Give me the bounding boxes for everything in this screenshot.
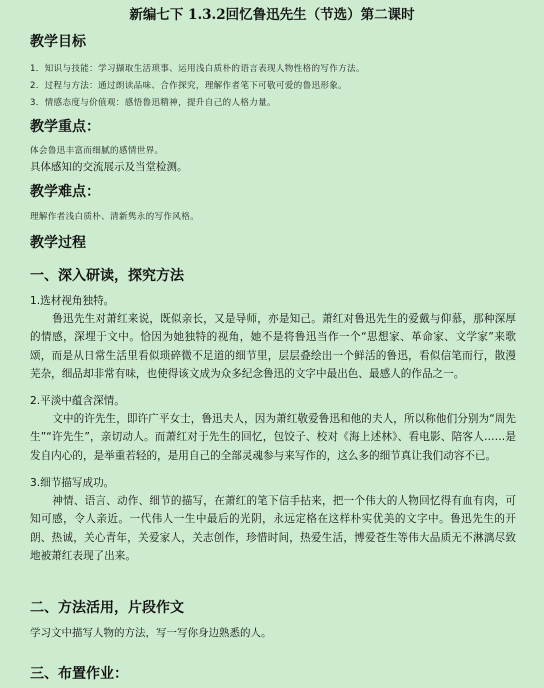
goals-heading: 教学目标 bbox=[30, 34, 86, 50]
goal-item-2: 2．过程与方法：通过朗读品味、合作探究，理解作者笔下可敬可爱的鲁迅形象。 bbox=[30, 81, 348, 91]
point2-label: 2.平淡中蕴含深情。 bbox=[30, 395, 125, 407]
difficulty-item-1: 理解作者浅白质朴、清新隽永的写作风格。 bbox=[30, 212, 199, 222]
point3-text: 神情、语言、动作、细节的描写，在萧红的笔下信手拈来，把一个伟大的人物回忆得有血有肉，可知可感，令人亲近。一代伟人一生中最后的光阴，永远定格在这样朴实优美的文字中。鲁迅先生的开朗、热诚，关心青年，关爱家人，关志创作，珍惜时间，热爱生活，博爱苍生等伟大品质无不淋漓尽致地被萧红表现了出来。 bbox=[30, 495, 516, 563]
section3-heading: 三、布置作业： bbox=[30, 666, 128, 682]
section2-text: 学习文中描写人物的方法，写一写你身边熟悉的人。 bbox=[30, 627, 272, 639]
point1-label: 1.选材视角独特。 bbox=[30, 295, 115, 307]
point1-text: 鲁迅先生对萧红来说，既似亲长，又是导师，亦是知己。萧红对鲁迅先生的爱戴与仰慕，那种深厚的情感，深埋于文中。恰因为她独特的视角，她不是将鲁迅当作一个“思想家、革命家、文学家”来歌颂，而是从日常生活里看似琐碎微不足道的细节里，层层叠绘出一个鲜活的鲁迅，看似信笔而行，散漫芜杂，细品却非常有味，也使得该文成为众多纪念鲁迅的文字中最出色、最感人的作品之一。 bbox=[30, 313, 516, 381]
difficulties-heading: 教学难点： bbox=[30, 184, 100, 200]
goal-item-1: 1．知识与技能：学习撷取生活琐事、运用浅白质朴的语言表现人物性格的写作方法。 bbox=[30, 64, 365, 74]
key-points-heading: 教学重点： bbox=[30, 119, 100, 135]
point2-text: 文中的许先生，即许广平女士，鲁迅夫人，因为萧红敬爱鲁迅和他的夫人，所以称他们分别为“周先生”“许先生”，亲切动人。而萧红对于先生的回忆，包饺子、校对《海上述林》、看电影、陪客人……是发自内心的，是举重若轻的，是用自己的全部灵魂参与来写作的，这么多的细节真让我们动容不已。 bbox=[30, 413, 516, 462]
key-point-item-2: 具体感知的交流展示及当堂检测。 bbox=[30, 161, 188, 173]
goal-item-3: 3．情感态度与价值观：感悟鲁迅精神，提升自己的人格力量。 bbox=[30, 98, 276, 108]
section1-heading: 一、深入研读，探究方法 bbox=[30, 268, 184, 284]
section2-heading: 二、方法活用，片段作文 bbox=[30, 600, 184, 616]
process-heading: 教学过程 bbox=[30, 235, 86, 251]
point3-label: 3.细节描写成功。 bbox=[30, 477, 115, 489]
key-point-item-1: 体会鲁迅丰富而细腻的感情世界。 bbox=[30, 146, 164, 156]
document-title: 新编七下 1.3.2回忆鲁迅先生（节选）第二课时 bbox=[129, 7, 415, 23]
